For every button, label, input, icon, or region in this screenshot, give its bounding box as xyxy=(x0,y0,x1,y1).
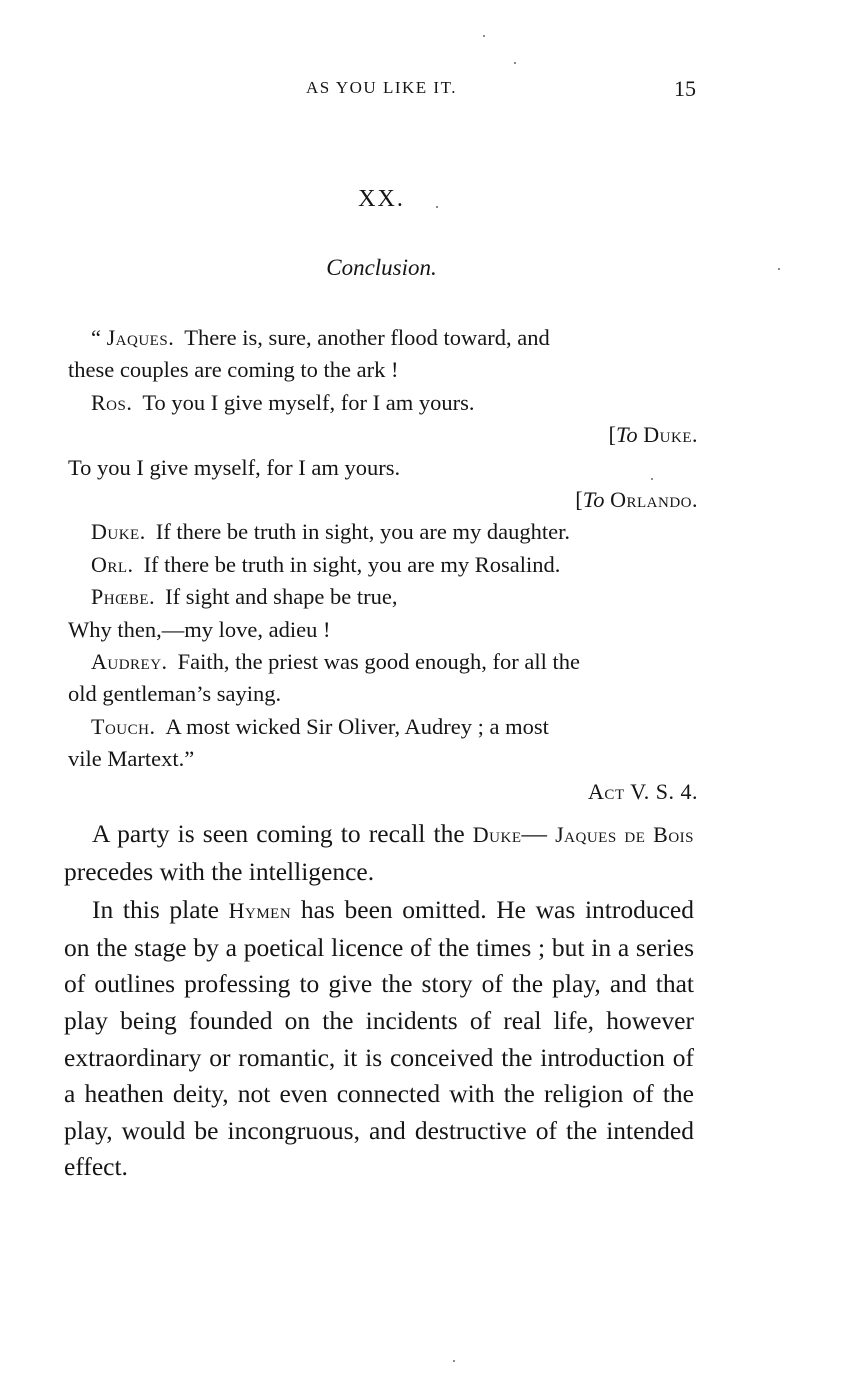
text-run: A party is seen coming to recall the xyxy=(92,819,473,848)
paper-speck xyxy=(514,62,516,64)
speech-duke: If there be truth in sight, you are my daughter. xyxy=(155,519,570,545)
quote-line-duke xyxy=(68,516,698,548)
commentary xyxy=(64,816,694,1186)
quote-line-phoebe xyxy=(68,581,698,613)
speaker-orl: Orl. xyxy=(91,551,134,577)
act-scene-citation xyxy=(68,776,698,808)
quote-line-jaques xyxy=(68,322,698,354)
paper-speck xyxy=(778,268,780,270)
speech-audrey: Faith, the priest was good enough, for all the xyxy=(177,649,580,675)
name-hymen: Hymen xyxy=(228,898,292,924)
quote-line-orl xyxy=(68,549,698,581)
direction-to: To xyxy=(615,422,638,448)
speech-phoebe: If sight and shape be true, xyxy=(165,584,398,610)
quote-line-touch-cont: vile Martext.” xyxy=(68,746,195,772)
speaker-touch: Touch. xyxy=(91,713,156,739)
speech-touch: A most wicked Sir Oliver, Audrey ; a most xyxy=(165,713,549,739)
commentary-paragraph-2 xyxy=(64,892,694,1186)
speaker-ros: Ros. xyxy=(91,389,133,415)
quote-line-touch xyxy=(68,711,698,743)
paper-speck xyxy=(436,206,438,208)
quote-line-audrey xyxy=(68,646,698,678)
citation-text: Act V. S. 4. xyxy=(588,778,698,804)
speech-jaques: There is, sure, another flood toward, and xyxy=(184,325,550,350)
bracket: [ xyxy=(608,422,616,448)
open-quote-mark: “ xyxy=(91,325,107,350)
quote-line-ros-cont: To you I give myself, for I am yours. xyxy=(68,454,401,480)
text-run: precedes with the intelligence. xyxy=(64,856,375,886)
text-run: — xyxy=(521,819,556,848)
direction-to: To xyxy=(582,487,605,513)
speaker-audrey: Audrey. xyxy=(91,649,168,675)
direction-name: Orlando. xyxy=(610,487,698,513)
bracket: [ xyxy=(575,487,583,513)
play-quotation xyxy=(68,322,698,808)
speech-orl: If there be truth in sight, you are my Rosalind. xyxy=(143,551,561,577)
text-run: In this plate xyxy=(92,895,229,925)
running-title: AS YOU LIKE IT. xyxy=(306,78,457,97)
stage-direction-to-duke xyxy=(68,419,698,451)
quote-line-phoebe-cont: Why then,—my love, adieu ! xyxy=(68,616,331,642)
name-jaques-de-bois: Jaques de Bois xyxy=(555,822,695,847)
direction-name: Duke. xyxy=(643,422,698,448)
name-duke: Duke xyxy=(472,822,522,847)
commentary-paragraph-1 xyxy=(64,816,694,890)
paper-speck xyxy=(483,35,485,37)
paper-speck xyxy=(651,478,653,480)
quote-line-jaques-cont: these couples are coming to the ark ! xyxy=(68,357,399,383)
text-run: has been omitted. He was introduced on the stage by a poetical licence of the times ; but in a series of outlines professing to give the story of the play, and that play being founded on the incidents of real life, however extraordinary or romantic, it is conceived the introduction of a heathen deity, not even connected with the religion of the play, would be incongruous, and destructive of the intended effect. xyxy=(64,895,694,1182)
section-subtitle: Conclusion. xyxy=(326,255,437,280)
plate-number: XX. xyxy=(358,186,405,212)
stage-direction-to-orlando xyxy=(68,484,698,516)
quote-line-audrey-cont: old gentleman’s saying. xyxy=(68,681,282,707)
speaker-jaques: Jaques. xyxy=(106,325,175,350)
speaker-duke: Duke. xyxy=(91,519,146,545)
paper-speck xyxy=(453,1360,455,1362)
speaker-phoebe: Phœbe. xyxy=(91,584,156,610)
quote-line-ros xyxy=(68,387,698,419)
speech-ros: To you I give myself, for I am yours. xyxy=(142,389,475,415)
page-number: 15 xyxy=(674,76,696,101)
